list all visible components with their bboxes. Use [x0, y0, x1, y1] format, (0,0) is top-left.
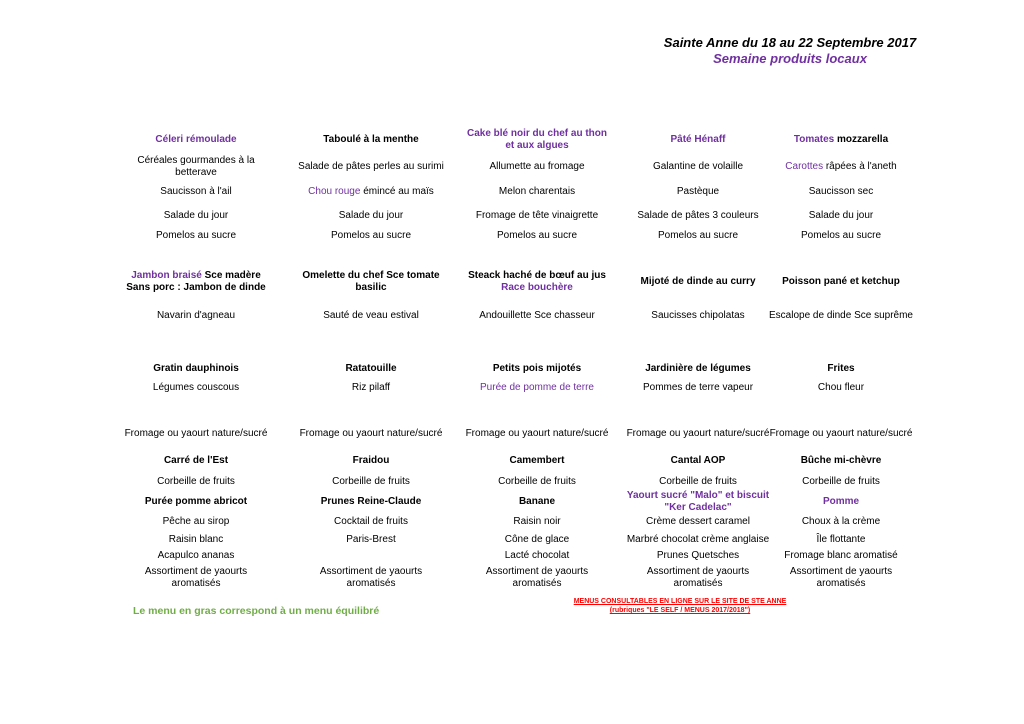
menu-item-text — [623, 566, 773, 590]
entrees-row-5-day-2 — [296, 229, 446, 243]
plats-row-1-day-5 — [766, 269, 916, 295]
menu-item-text — [782, 276, 900, 288]
menu-item-segment: Omelette du chef Sce tomate basilic — [302, 270, 440, 293]
menu-item-text — [466, 428, 609, 440]
menu-item-text — [643, 382, 753, 394]
desserts-row-1-day-5 — [766, 489, 916, 515]
menu-item-segment: Fromage ou yaourt nature/sucré — [769, 428, 913, 439]
entrees-row-4-day-4 — [623, 209, 773, 223]
menu-item-segment: Jambon braisé — [131, 270, 202, 281]
desserts-row-3-day-4 — [623, 533, 773, 547]
accompagnements-row-1-day-1 — [121, 362, 271, 376]
menu-item-text — [670, 134, 725, 146]
menu-item-segment: Assortiment de yaourts aromatisés — [319, 566, 423, 589]
menu-item-text — [627, 428, 770, 440]
fromages-row-1-day-1 — [121, 421, 271, 447]
menu-item-segment: Cône de glace — [504, 534, 570, 545]
fromages-row-3-day-2 — [296, 475, 446, 489]
fromages-row-2-day-2 — [296, 454, 446, 468]
menu-item-segment: Sce madère Sans porc : Jambon de dinde — [126, 270, 266, 293]
entrees-row-2-day-4 — [623, 155, 773, 179]
plats-row-2-day-4 — [623, 303, 773, 329]
entrees-row-1-day-2 — [296, 133, 446, 147]
menu-item-text — [308, 186, 434, 198]
menu-item-segment: Salade de pâtes 3 couleurs — [637, 210, 759, 221]
menu-item-text — [499, 186, 575, 198]
menu-item-segment: Cake blé noir du chef au thon et aux algues — [466, 128, 607, 151]
entrees-row-5-day-1 — [121, 229, 271, 243]
menu-item-segment: Prunes Quetsches — [656, 550, 740, 561]
desserts-row-1-day-4 — [623, 489, 773, 515]
fromages-row-2-day-5 — [766, 454, 916, 468]
menu-item-text — [121, 270, 271, 294]
menu-item-segment: Salade du jour — [163, 210, 229, 221]
menu-item-text — [331, 230, 411, 242]
menu-item-text — [497, 230, 577, 242]
menu-item-segment: mozzarella — [837, 134, 889, 145]
menu-item-text — [332, 476, 410, 488]
entrees-row-3-day-5 — [766, 185, 916, 199]
menu-item-segment: Fromage blanc aromatisé — [784, 550, 898, 561]
menu-item-text — [770, 428, 913, 440]
desserts-row-3-day-2 — [296, 533, 446, 547]
entrees-row-4-day-2 — [296, 209, 446, 223]
menu-item-text — [817, 534, 866, 546]
menu-item-text — [640, 276, 755, 288]
menu-item-text — [155, 134, 236, 146]
menu-item-text — [653, 161, 743, 173]
entrees-row-4-day-3 — [462, 209, 612, 223]
menu-item-segment: Bûche mi-chèvre — [800, 455, 882, 466]
menu-item-segment: Mijoté de dinde au curry — [640, 276, 756, 287]
menu-item-segment: Melon charentais — [498, 186, 576, 197]
entrees-row-3-day-4 — [623, 185, 773, 199]
entrees-row-2-day-3 — [462, 155, 612, 179]
balanced-menu-note: Le menu en gras correspond à un menu équilibré — [133, 605, 380, 617]
menu-item-segment: Race bouchère — [501, 282, 573, 293]
entrees-row-5-day-5 — [766, 229, 916, 243]
desserts-row-4-day-5 — [766, 549, 916, 563]
fromages-row-2-day-3 — [462, 454, 612, 468]
entrees-row-3-day-3 — [462, 185, 612, 199]
menu-item-segment: Carré de l'Est — [163, 455, 229, 466]
desserts-row-4-day-4 — [623, 549, 773, 563]
menu-item-segment: Petits pois mijotés — [492, 363, 582, 374]
menu-item-text — [671, 455, 726, 467]
menu-item-text — [480, 382, 594, 394]
menu-item-segment: Pomelos au sucre — [155, 230, 237, 241]
menu-item-segment: Corbeille de fruits — [498, 476, 576, 487]
menu-item-text — [646, 516, 750, 528]
menu-item-segment: Tomates — [793, 134, 838, 145]
desserts-row-2-day-4 — [623, 515, 773, 529]
menu-item-segment: Fraidou — [352, 455, 390, 466]
menu-item-segment: Île flottante — [816, 534, 866, 545]
menu-item-text — [353, 455, 390, 467]
menu-item-text — [339, 210, 404, 222]
fromages-row-3-day-3 — [462, 475, 612, 489]
menu-item-segment: Pâté Hénaff — [670, 134, 726, 145]
menu-item-text — [651, 310, 744, 322]
menu-item-segment: Lacté chocolat — [504, 550, 570, 561]
menu-item-segment: Fromage ou yaourt nature/sucré — [626, 428, 770, 439]
menu-item-segment: Marbré chocolat crème anglaise — [626, 534, 770, 545]
menu-item-text — [321, 496, 422, 508]
entrees-row-1-day-5 — [766, 133, 916, 147]
plats-row-1-day-3 — [462, 269, 612, 295]
menu-item-text — [784, 550, 897, 562]
entrees-row-5-day-4 — [623, 229, 773, 243]
menu-title: Sainte Anne du 18 au 22 Septembre 2017 — [663, 35, 917, 50]
menu-item-segment: Fromage de tête vinaigrette — [475, 210, 599, 221]
menu-item-segment: Gratin dauphinois — [153, 363, 239, 374]
menu-item-segment: Salade de pâtes perles au surimi — [298, 161, 444, 172]
desserts-row-1-day-2 — [296, 489, 446, 515]
menu-item-text — [498, 476, 576, 488]
menu-item-segment: Cantal AOP — [670, 455, 726, 466]
menu-item-text — [802, 516, 880, 528]
menu-item-segment: Allumette au fromage — [489, 161, 585, 172]
online-menus-note — [540, 597, 820, 615]
desserts-row-3-day-1 — [121, 533, 271, 547]
menu-item-segment: Jardinière de légumes — [645, 363, 751, 374]
menu-item-segment: Frites — [827, 363, 855, 374]
fromages-row-1-day-3 — [462, 421, 612, 447]
menu-item-text — [658, 230, 738, 242]
desserts-row-5-day-3 — [462, 566, 612, 590]
plats-row-1-day-1 — [121, 269, 271, 295]
plats-row-1-day-4 — [623, 269, 773, 295]
menu-item-segment: Prunes Reine-Claude — [320, 496, 422, 507]
online-menus-line-1: MENUS CONSULTABLES EN LIGNE SUR LE SITE DE STE ANNE — [573, 598, 787, 605]
menu-item-text — [462, 270, 612, 294]
menu-item-segment: râpées à l'aneth — [823, 161, 897, 172]
menu-item-segment: Corbeille de fruits — [802, 476, 880, 487]
accompagnements-row-2-day-5 — [766, 381, 916, 395]
menu-item-segment: Pommes de terre vapeur — [642, 382, 754, 393]
menu-item-text — [164, 455, 228, 467]
menu-item-text — [462, 566, 612, 590]
menu-item-segment: Sauté de veau estival — [323, 310, 419, 321]
menu-item-segment: Chou fleur — [817, 382, 865, 393]
desserts-row-5-day-4 — [623, 566, 773, 590]
entrees-row-3-day-2 — [296, 185, 446, 199]
menu-item-text — [766, 566, 916, 590]
entrees-row-3-day-1 — [121, 185, 271, 199]
menu-item-text — [121, 155, 271, 179]
menu-item-segment: Salade du jour — [338, 210, 404, 221]
menu-item-text — [623, 490, 773, 514]
plats-row-1-day-2 — [296, 269, 446, 295]
menu-item-text — [677, 186, 719, 198]
menu-item-text — [657, 550, 739, 562]
entrees-row-2-day-5 — [766, 155, 916, 179]
plats-row-2-day-2 — [296, 303, 446, 329]
desserts-row-4-day-1 — [121, 549, 271, 563]
menu-item-segment: Légumes couscous — [152, 382, 240, 393]
entrees-row-4-day-5 — [766, 209, 916, 223]
desserts-row-3-day-5 — [766, 533, 916, 547]
menu-item-text — [818, 382, 864, 394]
menu-item-segment: Pomelos au sucre — [657, 230, 739, 241]
menu-item-segment: Andouillette Sce chasseur — [479, 310, 595, 321]
menu-item-segment: Camembert — [509, 455, 565, 466]
menu-item-segment: Pomelos au sucre — [496, 230, 578, 241]
accompagnements-row-2-day-3 — [462, 381, 612, 395]
menu-item-segment: Navarin d'agneau — [156, 310, 236, 321]
menu-item-segment: Purée de pomme de terre — [480, 382, 594, 393]
entrees-row-5-day-3 — [462, 229, 612, 243]
menu-item-segment: Paris-Brest — [346, 534, 396, 545]
desserts-row-2-day-3 — [462, 515, 612, 529]
accompagnements-row-2-day-1 — [121, 381, 271, 395]
menu-item-text — [627, 534, 769, 546]
menu-item-segment: Saucisson sec — [808, 186, 874, 197]
menu-item-text — [345, 363, 396, 375]
menu-item-segment: Pomelos au sucre — [800, 230, 882, 241]
menu-item-segment: Crème dessert caramel — [646, 516, 750, 527]
plats-row-2-day-3 — [462, 303, 612, 329]
desserts-row-1-day-1 — [121, 489, 271, 515]
fromages-row-3-day-1 — [121, 475, 271, 489]
menu-item-segment: Corbeille de fruits — [157, 476, 235, 487]
menu-item-text — [160, 186, 231, 198]
menu-item-text — [659, 476, 737, 488]
fromages-row-2-day-4 — [623, 454, 773, 468]
menu-item-text — [125, 428, 268, 440]
menu-item-text — [769, 310, 913, 322]
menu-item-segment: Salade du jour — [808, 210, 874, 221]
menu-item-segment: Corbeille de fruits — [659, 476, 737, 487]
menu-item-text — [462, 128, 612, 152]
entrees-row-1-day-1 — [121, 133, 271, 147]
menu-item-text — [513, 516, 560, 528]
fromages-row-1-day-5 — [766, 421, 916, 447]
menu-item-text — [794, 134, 888, 146]
plats-row-2-day-1 — [121, 303, 271, 329]
fromages-row-3-day-5 — [766, 475, 916, 489]
plats-row-2-day-5 — [766, 303, 916, 329]
desserts-row-4-day-3 — [462, 549, 612, 563]
menu-item-text — [169, 534, 223, 546]
menu-item-text — [493, 363, 581, 375]
menu-item-text — [121, 566, 271, 590]
menu-item-text — [809, 210, 874, 222]
desserts-row-5-day-5 — [766, 566, 916, 590]
menu-item-segment: Assortiment de yaourts aromatisés — [485, 566, 589, 589]
menu-item-segment: Céréales gourmandes à la betterave — [137, 155, 255, 178]
menu-item-segment: Choux à la crème — [801, 516, 881, 527]
menu-item-text — [323, 134, 418, 146]
menu-item-text — [505, 550, 570, 562]
menu-item-segment: Purée pomme abricot — [144, 496, 248, 507]
menu-item-segment: Céleri rémoulade — [155, 134, 237, 145]
menu-item-segment: Acapulco ananas — [157, 550, 235, 561]
menu-item-segment: Taboulé à la menthe — [323, 134, 419, 145]
menu-item-text — [823, 496, 859, 508]
entrees-row-4-day-1 — [121, 209, 271, 223]
menu-item-text — [158, 550, 235, 562]
menu-item-segment: Saucisson à l'ail — [160, 186, 232, 197]
menu-item-segment: Corbeille de fruits — [332, 476, 410, 487]
menu-item-text — [296, 270, 446, 294]
menu-item-text — [479, 310, 595, 322]
menu-item-segment: Fromage ou yaourt nature/sucré — [465, 428, 609, 439]
menu-item-text — [300, 428, 443, 440]
menu-item-text — [153, 363, 239, 375]
accompagnements-row-1-day-5 — [766, 362, 916, 376]
menu-item-text — [809, 186, 873, 198]
menu-item-text — [637, 210, 758, 222]
accompagnements-row-1-day-3 — [462, 362, 612, 376]
menu-item-segment: Fromage ou yaourt nature/sucré — [299, 428, 443, 439]
accompagnements-row-1-day-2 — [296, 362, 446, 376]
menu-item-text — [785, 161, 896, 173]
menu-item-segment: Assortiment de yaourts aromatisés — [789, 566, 893, 589]
menu-item-text — [645, 363, 751, 375]
menu-item-segment: Raisin blanc — [168, 534, 224, 545]
menu-item-segment: Pomelos au sucre — [330, 230, 412, 241]
menu-item-text — [519, 496, 555, 508]
menu-item-text — [476, 210, 598, 222]
menu-item-segment: Raisin noir — [513, 516, 561, 527]
menu-subtitle: Semaine produits locaux — [713, 51, 867, 66]
menu-item-text — [801, 455, 882, 467]
menu-item-segment: Steack haché de bœuf au jus — [468, 270, 606, 281]
menu-item-segment: Escalope de dinde Sce suprême — [769, 310, 913, 321]
accompagnements-row-2-day-4 — [623, 381, 773, 395]
menu-item-text — [163, 516, 230, 528]
fromages-row-1-day-4 — [623, 421, 773, 447]
menu-item-segment: Pêche au sirop — [162, 516, 230, 527]
menu-item-text — [153, 382, 239, 394]
menu-item-segment: Poisson pané et ketchup — [782, 276, 900, 287]
menu-item-segment: Cocktail de fruits — [334, 516, 408, 527]
fromages-row-3-day-4 — [623, 475, 773, 489]
menu-item-text — [489, 161, 584, 173]
menu-item-segment: Chou rouge — [308, 186, 361, 197]
menu-item-text — [802, 476, 880, 488]
menu-item-text — [164, 210, 229, 222]
menu-item-segment: Carottes — [785, 161, 824, 172]
menu-item-segment: Ratatouille — [345, 363, 397, 374]
desserts-row-5-day-1 — [121, 566, 271, 590]
desserts-row-2-day-1 — [121, 515, 271, 529]
menu-item-text — [505, 534, 570, 546]
fromages-row-1-day-2 — [296, 421, 446, 447]
menu-item-text — [156, 230, 236, 242]
menu-item-text — [157, 310, 235, 322]
menu-item-segment: Banane — [518, 496, 556, 507]
online-menus-line-2: (rubriques "LE SELF / MENUS 2017/2018") — [609, 607, 751, 614]
entrees-row-2-day-2 — [296, 155, 446, 179]
menu-item-text — [346, 534, 395, 546]
desserts-row-2-day-5 — [766, 515, 916, 529]
menu-item-segment: émincé au maïs — [360, 186, 434, 197]
menu-item-segment: Riz pilaff — [351, 382, 391, 393]
menu-item-text — [323, 310, 419, 322]
accompagnements-row-1-day-4 — [623, 362, 773, 376]
entrees-row-1-day-3 — [462, 128, 612, 151]
entrees-row-1-day-4 — [623, 133, 773, 147]
accompagnements-row-2-day-2 — [296, 381, 446, 395]
fromages-row-2-day-1 — [121, 454, 271, 468]
menu-item-text — [827, 363, 854, 375]
menu-item-segment: Pomme — [822, 496, 860, 507]
menu-item-segment: Galantine de volaille — [652, 161, 744, 172]
desserts-row-4-day-2 — [296, 549, 446, 563]
menu-item-segment: Yaourt sucré "Malo" et biscuit "Ker Cadelac" — [626, 490, 770, 513]
menu-item-text — [334, 516, 408, 528]
desserts-row-3-day-3 — [462, 533, 612, 547]
menu-item-text — [145, 496, 247, 508]
entrees-row-2-day-1 — [121, 155, 271, 179]
menu-item-text — [296, 566, 446, 590]
menu-item-segment: Saucisses chipolatas — [651, 310, 745, 321]
menu-item-text — [157, 476, 235, 488]
menu-item-segment: Fromage ou yaourt nature/sucré — [124, 428, 268, 439]
menu-item-text — [509, 455, 564, 467]
desserts-row-1-day-3 — [462, 489, 612, 515]
menu-item-text — [352, 382, 390, 394]
menu-item-text — [298, 161, 444, 173]
desserts-row-5-day-2 — [296, 566, 446, 590]
menu-item-segment: Pastèque — [676, 186, 720, 197]
desserts-row-2-day-2 — [296, 515, 446, 529]
menu-item-text — [801, 230, 881, 242]
menu-item-segment: Assortiment de yaourts aromatisés — [646, 566, 750, 589]
menu-item-segment: Assortiment de yaourts aromatisés — [144, 566, 248, 589]
